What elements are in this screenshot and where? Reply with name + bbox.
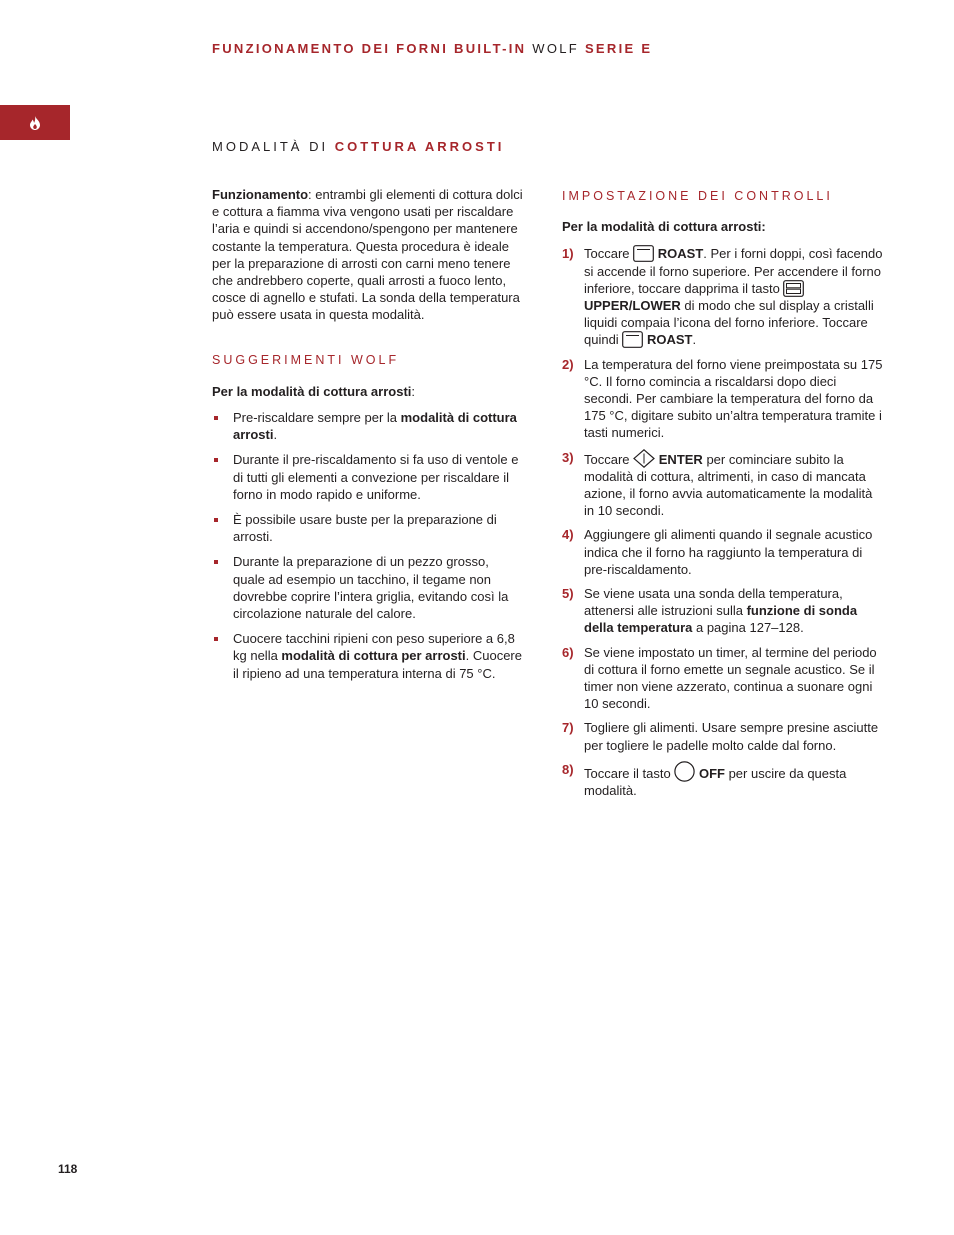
step-number: 7) xyxy=(562,720,574,736)
step5-bold: funzione di sonda della temperatura xyxy=(584,603,858,636)
step-number: 4) xyxy=(562,527,574,543)
header-series: SERIE E xyxy=(584,41,653,56)
step4-text: Aggiungere gli alimenti quando il segnale acustico indica che il forno ha raggiunto la temperatura di pre-riscaldamento. xyxy=(584,527,873,577)
list-item xyxy=(212,553,524,622)
tips-subheading-text: Per la modalità di cottura arrosti xyxy=(212,383,412,399)
upper-lower-key-icon xyxy=(783,280,804,297)
section-title xyxy=(212,139,504,154)
step2-text: La temperatura del forno viene preimpostata su 175 °C. Il forno comincia a riscaldarsi dopo dieci secondi. Per cambiare la temperatura del forno da 175 °C, digitare subito un’altra temperatura tramite i tasti numerici. xyxy=(584,356,883,441)
intro-paragraph xyxy=(212,186,524,324)
section-tab xyxy=(0,105,70,140)
step1-end: . xyxy=(692,332,697,348)
step1-text: Toccare xyxy=(584,246,634,262)
list-item xyxy=(212,409,524,443)
list-item xyxy=(562,245,886,348)
controls-heading: IMPOSTAZIONE DEI CONTROLLI xyxy=(562,189,833,203)
tip1-bold: modalità di cottura arrosti xyxy=(233,410,517,443)
tip1-text: Pre-riscaldare sempre per la xyxy=(233,410,401,426)
list-item xyxy=(212,630,524,682)
upper-lower-label: UPPER/LOWER xyxy=(584,298,681,314)
roast-label: ROAST xyxy=(657,246,704,262)
step-number: 8) xyxy=(562,761,574,777)
tips-heading: SUGGERIMENTI WOLF xyxy=(212,352,400,367)
controls-subheading xyxy=(562,218,886,235)
list-item xyxy=(562,644,886,713)
running-header xyxy=(212,41,652,56)
intro-label: Funzionamento xyxy=(212,187,309,202)
controls-subheading-text: Per la modalità di cottura arrosti: xyxy=(562,219,766,235)
list-item xyxy=(212,451,524,503)
off-key-icon xyxy=(674,761,695,782)
section-title-highlight: COTTURA ARROSTI xyxy=(334,139,505,154)
list-item xyxy=(212,511,524,545)
intro-text: : entrambi gli elementi di cottura dolci e cottura a fiamma viva vengono usati per riscaldare l’aria e quindi si accendono/spengono per mantenere costante la temperatura. Questa procedura è ideale per la preparazione di arrosti con carni meno tenere che andrebbero coperte, quali arrosti a fuoco lento, cosce di agnello e stufati. La sonda della temperatura può essere usata in questa modalità. xyxy=(212,187,523,323)
tip3-text: È possibile usare buste per la preparazione di arrosti. xyxy=(233,512,497,545)
left-column xyxy=(212,186,524,690)
list-item xyxy=(562,449,886,520)
list-item xyxy=(562,526,886,578)
tips-subheading xyxy=(212,383,524,400)
list-item xyxy=(562,585,886,637)
tip5-bold: modalità di cottura per arrosti xyxy=(281,648,466,664)
tips-subheading-colon: : xyxy=(411,383,416,399)
step3-text: Toccare xyxy=(584,451,634,467)
step5-end: a pagina 127–128. xyxy=(692,620,804,636)
step6-text: Se viene impostato un timer, al termine del periodo di cottura il forno emette un segnale acustico. Se il timer non viene azzerato, continua a suonare ogni 10 secondi. xyxy=(584,644,877,712)
step3-text-b: per cominciare subito la modalità di cottura, altrimenti, in caso di mancata azione, il forno avvia automaticamente la modalità in 10 secondi. xyxy=(584,451,873,519)
tip4-text: Durante la preparazione di un pezzo grosso, quale ad esempio un tacchino, il tegame non dovrebbe coprire l’intera griglia, evitando così la circolazione naturale del calore. xyxy=(233,554,509,622)
steps-list xyxy=(562,245,886,799)
tip1-end: . xyxy=(273,427,278,443)
step7-text: Togliere gli alimenti. Usare sempre presine asciutte per togliere le padelle molto calde dal forno. xyxy=(584,720,879,753)
step1-text-b: . Per i forni doppi, così facendo si accende il forno superiore. Per accendere il forno inferiore, toccare dapprima il tasto xyxy=(584,246,883,296)
list-item xyxy=(562,719,886,753)
page-number: 118 xyxy=(58,1162,78,1176)
tip5-text: Cuocere tacchini ripieni con peso superiore a 6,8 kg nella xyxy=(233,631,515,664)
step5-text: Se viene usata una sonda della temperatura, attenersi alle istruzioni sulla xyxy=(584,586,843,619)
section-title-prefix: MODALITÀ DI xyxy=(212,139,329,154)
roast-key-icon xyxy=(633,245,654,262)
header-title: FUNZIONAMENTO DEI FORNI BUILT-IN xyxy=(212,41,527,56)
tips-list xyxy=(212,409,524,682)
header-brand: WOLF xyxy=(532,41,580,56)
roast-key-icon xyxy=(622,331,643,348)
step1-text-c: di modo che sul display a cristalli liquidi compaia l’icona del forno inferiore. Toccare quindi xyxy=(584,298,874,348)
tip2-text: Durante il pre-riscaldamento si fa uso di ventole e di tutti gli elementi a convezione per riscaldare il forno in modo rapido e uniforme. xyxy=(233,452,519,502)
step8-text: Toccare il tasto xyxy=(584,765,675,781)
enter-label: ENTER xyxy=(658,451,703,467)
list-item xyxy=(562,761,886,799)
step-number: 6) xyxy=(562,644,574,660)
roast-label-2: ROAST xyxy=(646,332,693,348)
right-column xyxy=(562,188,886,806)
step-number: 3) xyxy=(562,449,574,465)
step-number: 5) xyxy=(562,586,574,602)
enter-key-icon xyxy=(633,449,655,468)
step8-text-b: per uscire da questa modalità. xyxy=(584,765,847,799)
step-number: 2) xyxy=(562,356,574,372)
tip5-end: . Cuocere il ripieno ad una temperatura interna di 75 °C. xyxy=(233,648,522,681)
step-number: 1) xyxy=(562,246,574,262)
list-item xyxy=(562,356,886,442)
flame-icon xyxy=(29,116,41,130)
off-label: OFF xyxy=(698,765,725,781)
